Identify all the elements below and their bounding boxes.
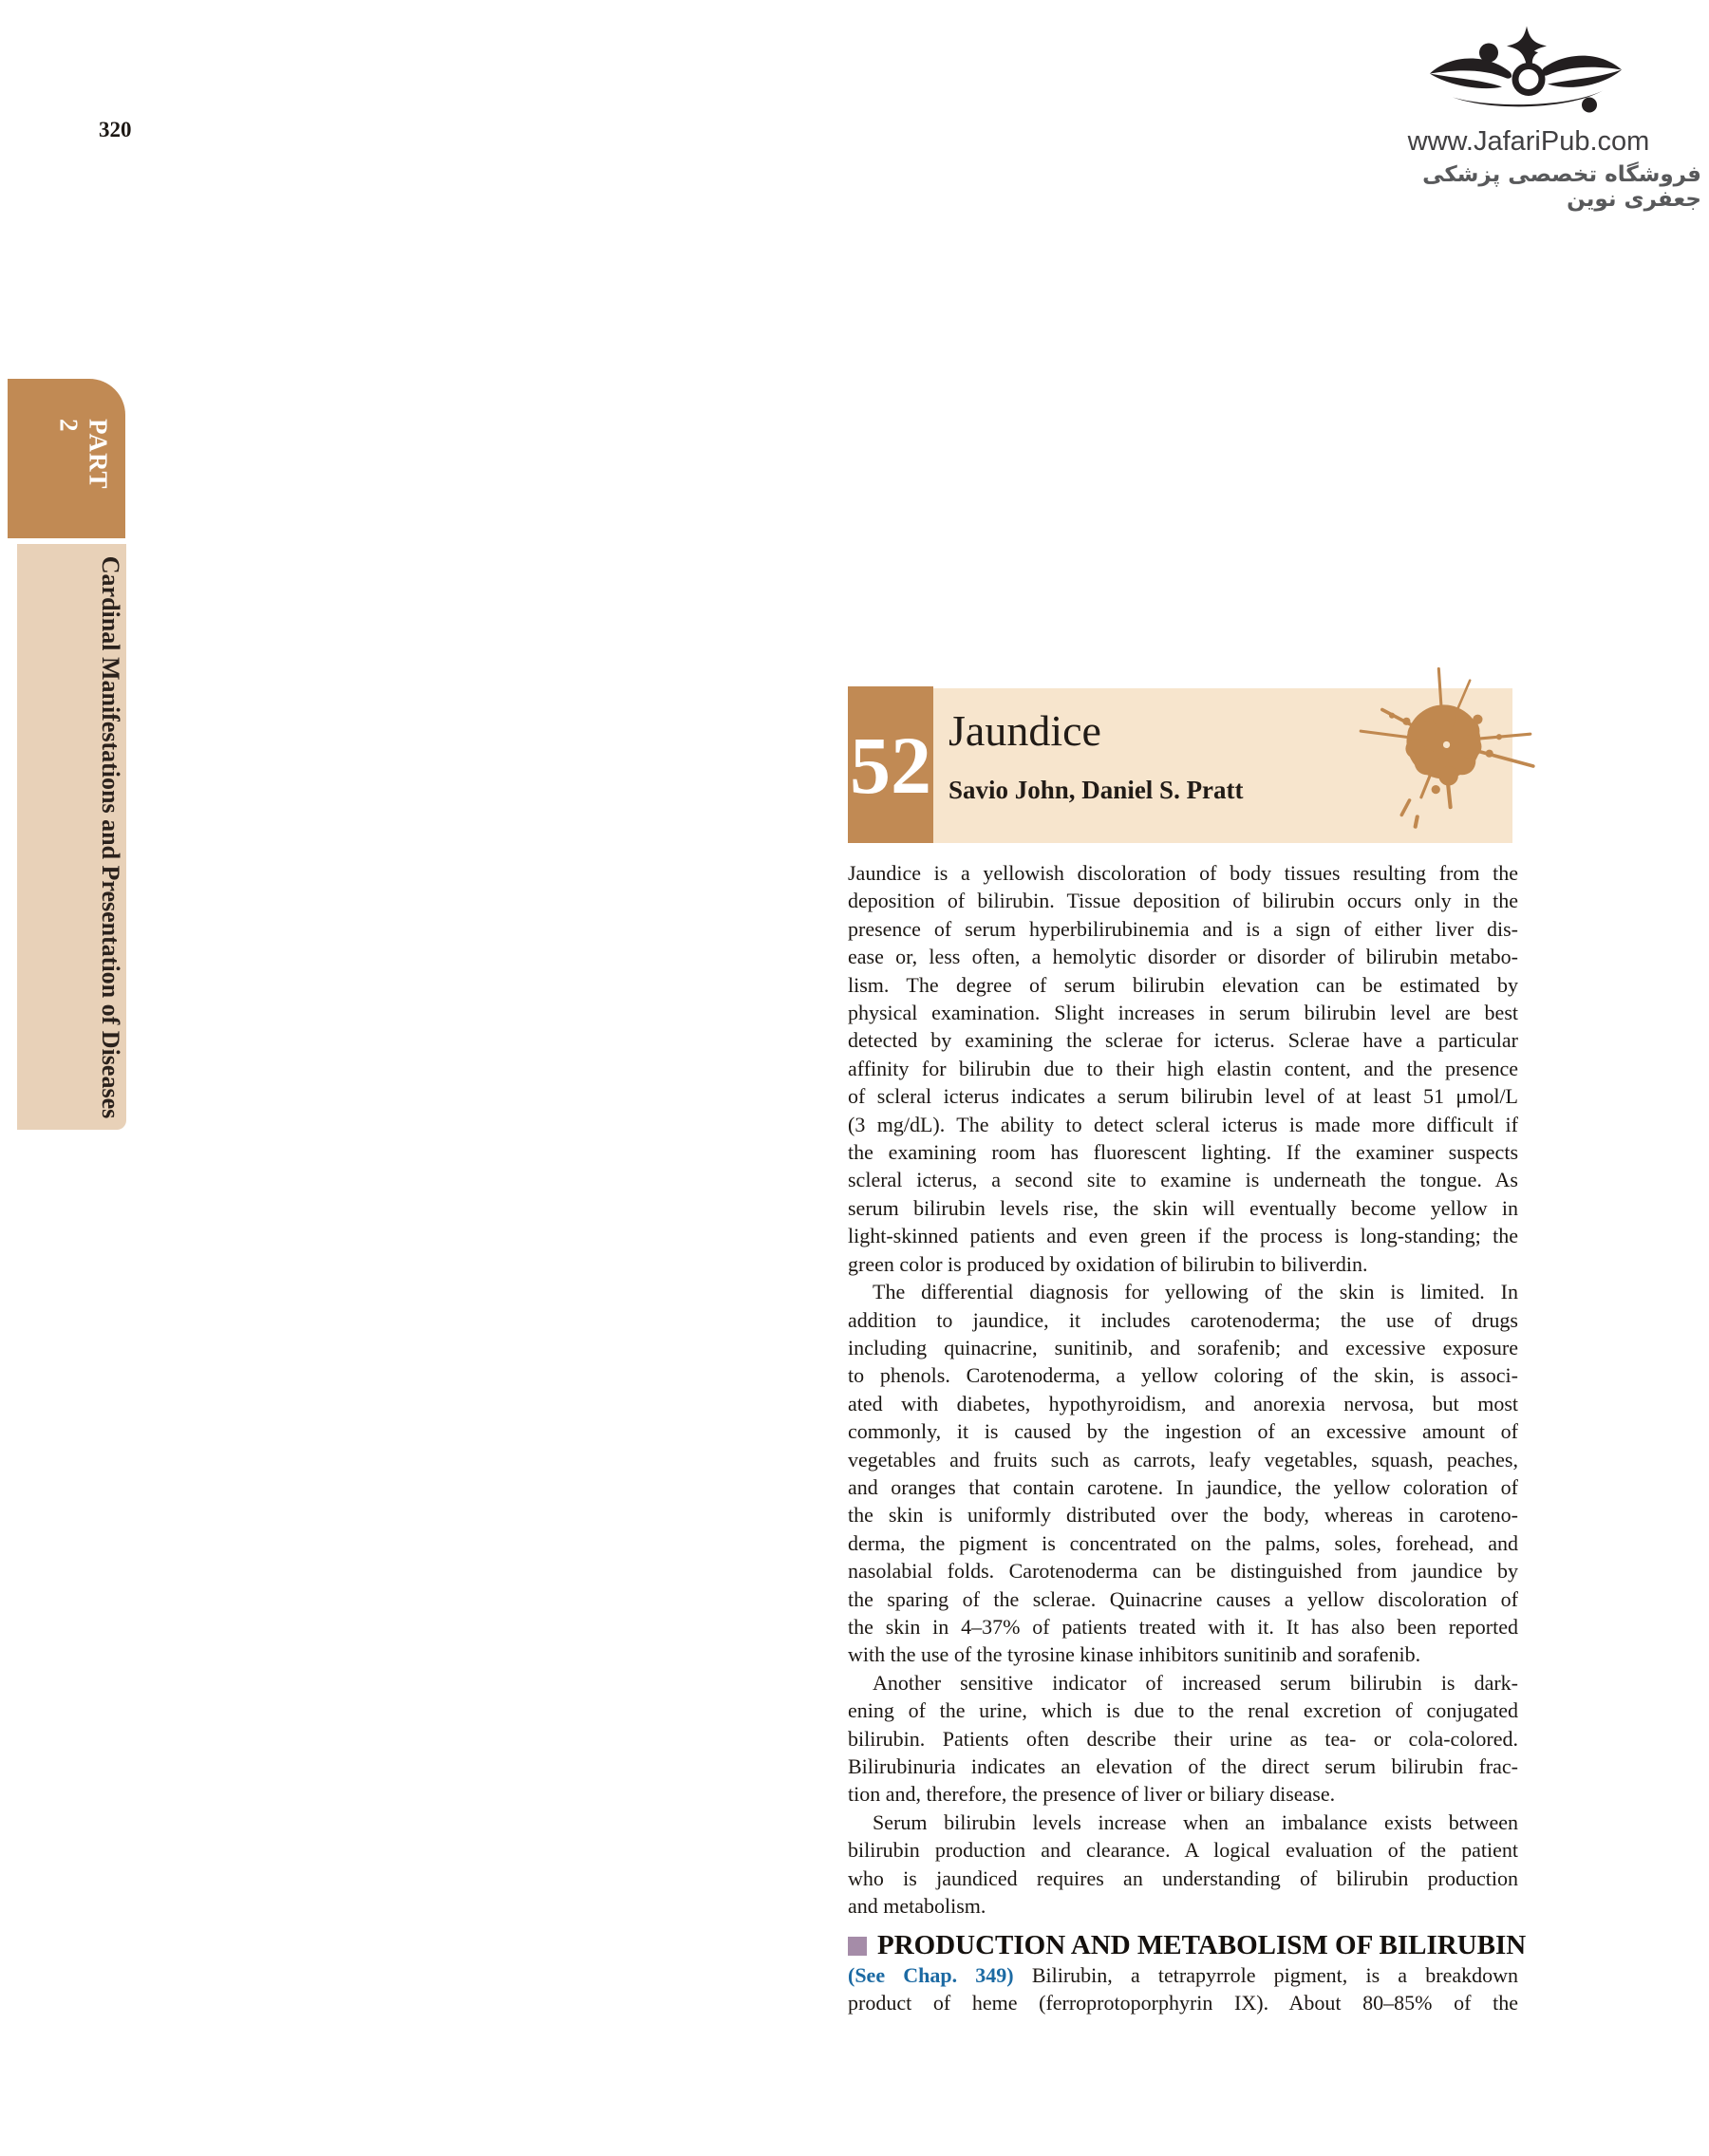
text-line <box>848 1809 1518 1836</box>
text-span: (3 mg/dL). The ability to detect scleral icterus is made more difficult if <box>848 1112 1518 1136</box>
text-span: nasolabial folds. Carotenoderma can be distinguished from jaundice by <box>848 1559 1518 1584</box>
text-span: vegetables and fruits such as carrots, leafy vegetables, squash, peaches, <box>848 1447 1518 1472</box>
text-line <box>848 1613 1518 1640</box>
text-span: Serum bilirubin levels increase when an imbalance exists between <box>873 1809 1518 1834</box>
text-span: product of heme (ferroprotoporphyrin IX). About 80–85% of the <box>848 1991 1518 2015</box>
text-line <box>848 1892 1518 1920</box>
text-line <box>848 1306 1518 1334</box>
text-span: deposition of bilirubin. Tissue deposition of bilirubin occurs only in the <box>848 889 1518 913</box>
text-span: the skin is uniformly distributed over the body, whereas in caroteno- <box>848 1503 1518 1528</box>
text-span: and metabolism. <box>848 1894 986 1919</box>
sidebar-part-label: PART 2 <box>54 419 113 490</box>
text-span: tion and, therefore, the presence of liver or biliary disease. <box>848 1782 1336 1807</box>
text-span: ated with diabetes, hypothyroidism, and anorexia nervosa, but most <box>848 1391 1518 1415</box>
text-line <box>848 1278 1518 1305</box>
chapter-cross-reference[interactable]: (See Chap. 349) <box>848 1963 1014 1987</box>
chapter-authors: Savio John, Daniel S. Pratt <box>948 776 1244 804</box>
chapter-title: Jaundice <box>948 706 1101 755</box>
text-span: Bilirubinuria indicates an elevation of the direct serum bilirubin frac- <box>848 1754 1518 1778</box>
text-line <box>848 1138 1518 1166</box>
text-span: detected by examining the sclerae for icterus. Sclerae have a particular <box>848 1028 1518 1053</box>
text-line <box>848 1446 1518 1473</box>
ink-splatter-icon <box>1353 661 1538 832</box>
text-span: commonly, it is caused by the ingestion of an excessive amount of <box>848 1419 1518 1444</box>
section-body <box>848 1961 1518 2017</box>
text-line <box>848 1390 1518 1417</box>
text-span: lism. The degree of serum bilirubin elevation can be estimated by <box>848 972 1518 997</box>
text-span: serum bilirubin levels rise, the skin will eventually become yellow in <box>848 1195 1518 1220</box>
text-line <box>848 1725 1518 1753</box>
text-line <box>848 859 1518 887</box>
text-span: presence of serum hyperbilirubinemia and is a sign of either liver dis- <box>848 916 1518 941</box>
text-line <box>848 1194 1518 1222</box>
text-span: scleral icterus, a second site to examine is underneath the tongue. As <box>848 1168 1518 1192</box>
text-span: light-skinned patients and even green if the process is long-standing; the <box>848 1224 1518 1248</box>
publisher-tagline: فروشگاه تخصصی پزشکی جعفری نوین <box>1422 162 1701 212</box>
text-line <box>848 1669 1518 1697</box>
text-line <box>848 1055 1518 1082</box>
text-span: bilirubin. Patients often describe their urine as tea- or cola-colored. <box>848 1726 1518 1751</box>
chapter-number: 52 <box>850 719 931 811</box>
jafaripub-logo-icon <box>1426 23 1625 125</box>
text-line <box>848 1697 1518 1724</box>
text-span: the skin in 4–37% of patients treated with it. It has also been reported <box>848 1614 1518 1639</box>
text-line <box>848 1222 1518 1249</box>
text-span: derma, the pigment is concentrated on the palms, soles, forehead, and <box>848 1530 1518 1555</box>
text-line <box>848 1780 1518 1808</box>
text-span: green color is produced by oxidation of bilirubin to biliverdin. <box>848 1251 1368 1276</box>
text-line <box>848 1557 1518 1584</box>
sidebar-part-tab <box>8 379 125 538</box>
section-heading <box>848 1930 1527 1961</box>
text-span: ening of the urine, which is due to the renal excretion of conjugated <box>848 1698 1518 1723</box>
sidebar-part-title <box>17 544 126 1130</box>
text-line <box>848 1640 1518 1668</box>
text-span: ease or, less often, a hemolytic disorder or disorder of bilirubin metabo- <box>848 945 1518 969</box>
article-body <box>848 859 1518 1920</box>
text-span: the examining room has fluorescent lighting. If the examiner suspects <box>848 1140 1518 1165</box>
text-line <box>848 1753 1518 1780</box>
text-line <box>848 1111 1518 1138</box>
publisher-url-link[interactable]: www.JafariPub.com <box>1407 126 1650 157</box>
text-line <box>848 1961 1518 1989</box>
text-line <box>848 1361 1518 1389</box>
text-line <box>848 1082 1518 1110</box>
text-line <box>848 1473 1518 1501</box>
text-line <box>848 943 1518 970</box>
text-span: including quinacrine, sunitinib, and sorafenib; and excessive exposure <box>848 1335 1518 1359</box>
text-line <box>848 999 1518 1026</box>
text-line <box>848 1585 1518 1613</box>
text-line <box>848 1529 1518 1557</box>
text-span: the sparing of the sclerae. Quinacrine causes a yellow discoloration of <box>848 1586 1518 1611</box>
text-span: The differential diagnosis for yellowing of the skin is limited. In <box>873 1280 1518 1304</box>
text-span: affinity for bilirubin due to their high elastin content, and the presence <box>848 1056 1518 1080</box>
text-line <box>848 1836 1518 1864</box>
text-line <box>848 971 1518 999</box>
text-line <box>848 1250 1518 1278</box>
section-bullet-icon <box>848 1937 867 1956</box>
text-line <box>848 1501 1518 1528</box>
text-line <box>848 1166 1518 1193</box>
chapter-number-box <box>848 686 933 843</box>
text-span: Another sensitive indicator of increased serum bilirubin is dark- <box>873 1670 1518 1695</box>
text-span: Jaundice is a yellowish discoloration of body tissues resulting from the <box>848 861 1518 885</box>
sidebar-part-title-label: Cardinal Manifestations and Presentation of Diseases <box>97 555 124 1118</box>
text-line <box>848 1865 1518 1892</box>
text-line <box>848 887 1518 914</box>
text-span: who is jaundiced requires an understanding of bilirubin production <box>848 1865 1518 1890</box>
text-span: and oranges that contain carotene. In jaundice, the yellow coloration of <box>848 1474 1518 1499</box>
text-span: with the use of the tyrosine kinase inhibitors sunitinib and sorafenib. <box>848 1642 1421 1667</box>
page-number: 320 <box>99 118 132 141</box>
text-span: Bilirubin, a tetrapyrrole pigment, is a breakdown <box>1013 1963 1518 1987</box>
text-line <box>848 1026 1518 1054</box>
text-span: bilirubin production and clearance. A logical evaluation of the patient <box>848 1838 1518 1863</box>
text-line <box>848 915 1518 943</box>
text-span: of scleral icterus indicates a serum bilirubin level of at least 51 μmol/L <box>848 1084 1518 1109</box>
section-heading-label: PRODUCTION AND METABOLISM OF BILIRUBIN <box>877 1930 1527 1960</box>
text-span: physical examination. Slight increases in serum bilirubin level are best <box>848 1001 1518 1025</box>
text-span: addition to jaundice, it includes carotenoderma; the use of drugs <box>848 1307 1518 1332</box>
text-line <box>848 1334 1518 1361</box>
text-line <box>848 1417 1518 1445</box>
text-span: to phenols. Carotenoderma, a yellow coloring of the skin, is associ- <box>848 1363 1518 1388</box>
text-line <box>848 1989 1518 2016</box>
